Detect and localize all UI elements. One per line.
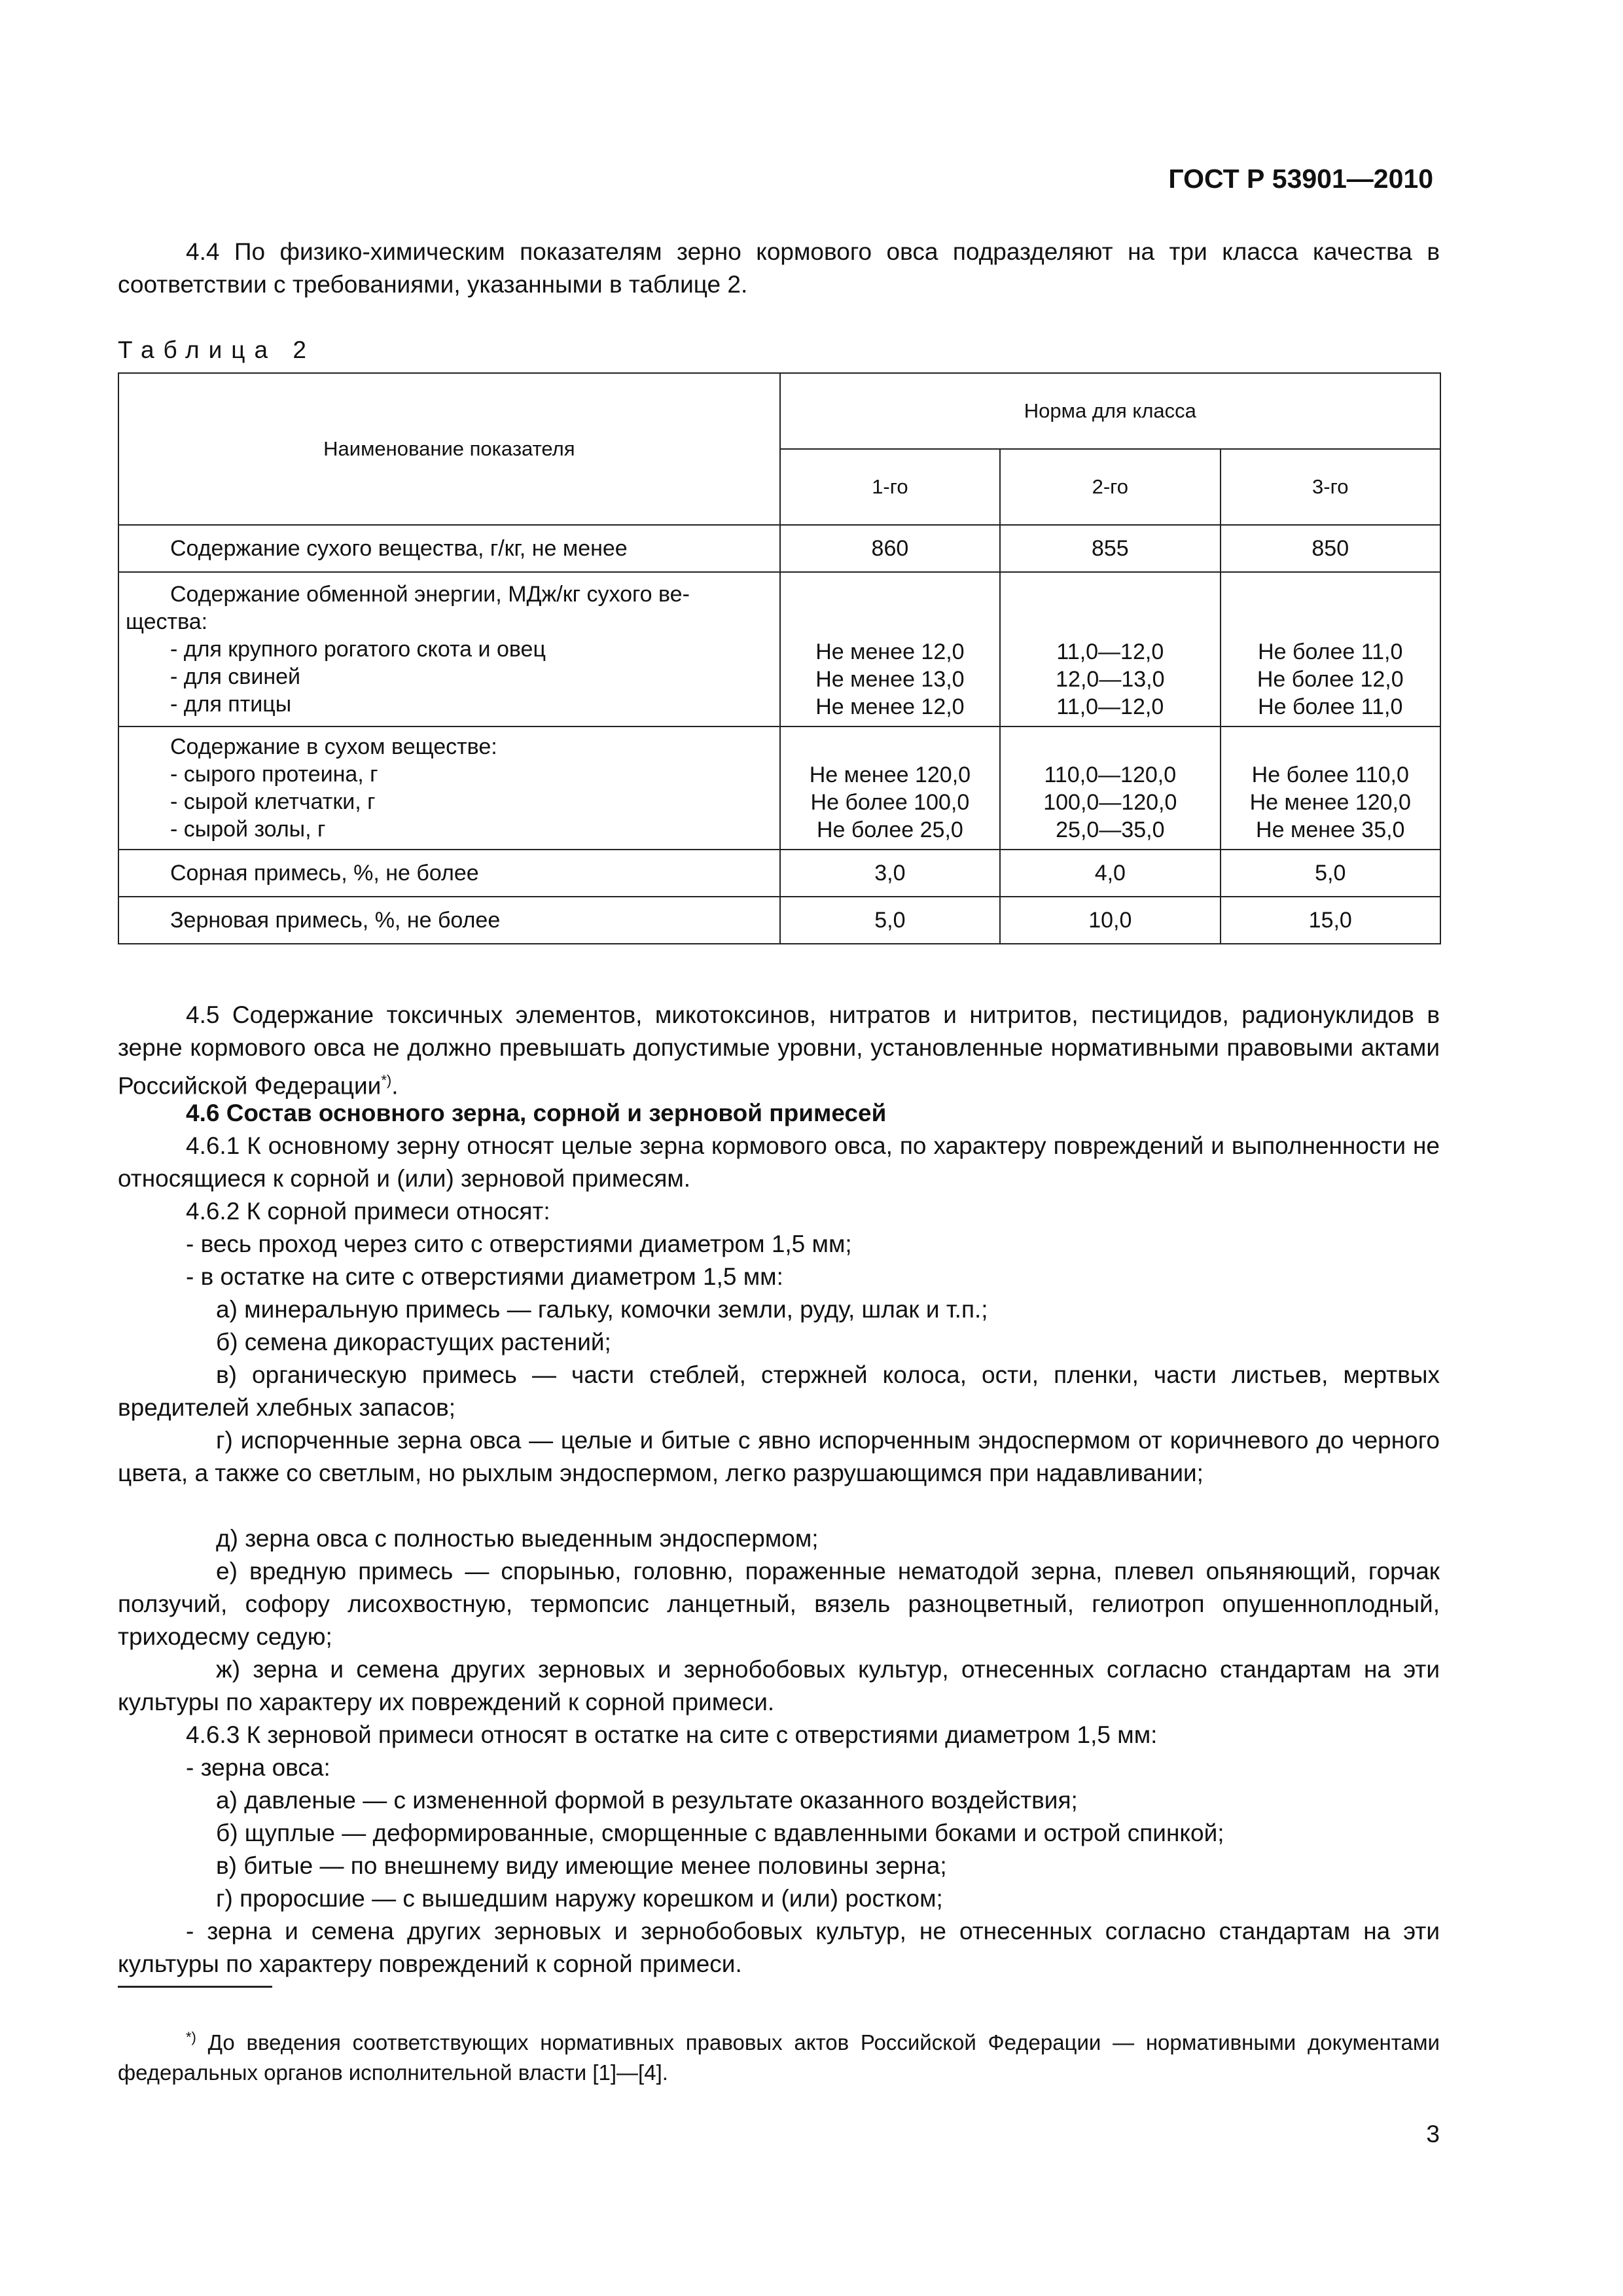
indicator-line: - для свиней — [170, 664, 301, 689]
paragraph-4-5-text: 4.5 Содержание токсичных элементов, микотоксинов, нитратов и нитритов, пестицидов, радионуклидов в зерне кормового овса не должно превышать допустимые уровни, установленные нормативными правовыми актами Российской Федерации — [118, 1001, 1440, 1100]
paragraph-4-5-end: . — [391, 1072, 399, 1100]
value: Не менее 120,0 — [809, 762, 971, 787]
table-row — [118, 572, 1440, 726]
value: 12,0—13,0 — [1056, 667, 1165, 692]
value: Не более 12,0 — [1257, 667, 1404, 692]
value: 850 — [1311, 536, 1349, 561]
list-item: д) зерна овса с полностью выеденным эндоспермом; — [216, 1525, 819, 1552]
value: Не более 11,0 — [1258, 639, 1403, 664]
list-item: а) давленые — с измененной формой в результате оказанного воздействия; — [216, 1787, 1078, 1814]
table-2 — [118, 372, 1441, 944]
class-1-value-cell — [780, 850, 1000, 897]
footnote-divider — [118, 1986, 272, 1988]
indicator-cell — [118, 897, 780, 944]
value: 100,0—120,0 — [1043, 790, 1177, 815]
paragraph-4-5 — [118, 999, 1440, 1102]
indicator-line: - для птицы — [170, 692, 292, 717]
value: Не более 25,0 — [816, 817, 963, 842]
table-row — [118, 525, 1440, 572]
header-class-2: 2-го — [1000, 449, 1220, 525]
class-3-value-cell — [1221, 525, 1440, 572]
list-item: ж) зерна и семена других зерновых и зернобобовых культур, отнесенных согласно стандартам на эти культуры по характеру их повреждений к сорной примеси. — [118, 1656, 1440, 1715]
indicator-line: Сорная примесь, %, не более — [170, 861, 479, 886]
page-number: 3 — [1426, 2121, 1440, 2147]
value: Не менее 120,0 — [1249, 790, 1411, 815]
indicator-line: Содержание в сухом веществе: — [170, 734, 497, 759]
class-2-value-cell — [1000, 850, 1220, 897]
value: Не менее 12,0 — [815, 694, 965, 719]
indicator-cell — [118, 525, 780, 572]
class-1-value-cell — [780, 525, 1000, 572]
class-1-value-cell — [780, 572, 1000, 726]
indicator-cell — [118, 726, 780, 850]
value: Не более 11,0 — [1258, 694, 1403, 719]
value: 4,0 — [1094, 861, 1126, 886]
value: 5,0 — [874, 908, 906, 933]
indicator-line: Зерновая примесь, %, не более — [170, 908, 501, 933]
list-item: б) семена дикорастущих растений; — [216, 1329, 611, 1355]
list-item: г) испорченные зерна овса — целые и битые с явно испорченным эндоспермом от коричневого до черного цвета, а также со светлым, но рыхлым эндоспермом, легко разрушающимся при надавливании; — [118, 1427, 1440, 1486]
class-3-value-cell — [1221, 572, 1440, 726]
class-2-value-cell — [1000, 726, 1220, 850]
value: 860 — [871, 536, 909, 561]
value: 11,0—12,0 — [1056, 639, 1164, 664]
value: 11,0—12,0 — [1056, 694, 1164, 719]
value: 15,0 — [1308, 908, 1352, 933]
value: Не более 100,0 — [810, 790, 970, 815]
class-2-value-cell — [1000, 897, 1220, 944]
list-item: - зерна и семена других зерновых и зернобобовых культур, не отнесенных согласно стандартам на эти культуры по характеру повреждений к сорной примеси. — [118, 1918, 1440, 1977]
indicator-cell — [118, 850, 780, 897]
class-3-value-cell — [1221, 850, 1440, 897]
document-id: ГОСТ Р 53901—2010 — [1168, 164, 1433, 194]
footnote-ref: *) — [381, 1072, 392, 1088]
footnote-mark: *) — [186, 2029, 196, 2045]
value: Не менее 12,0 — [815, 639, 965, 664]
list-item: - зерна овса: — [186, 1754, 330, 1781]
list-item: в) органическую примесь — части стеблей, стержней колоса, ости, пленки, части листьев, мертвых вредителей хлебных запасов; — [118, 1361, 1440, 1421]
header-class-1: 1-го — [780, 449, 1000, 525]
table-row — [118, 850, 1440, 897]
paragraph-4-6-3: 4.6.3 К зерновой примеси относят в остатке на сите с отверстиями диаметром 1,5 мм: — [186, 1721, 1158, 1748]
list-item: а) минеральную примесь — гальку, комочки земли, руду, шлак и т.п.; — [216, 1296, 988, 1323]
section-heading-4-6: 4.6 Состав основного зерна, сорной и зерновой примесей — [186, 1100, 887, 1126]
class-2-value-cell — [1000, 525, 1220, 572]
class-1-value-cell — [780, 726, 1000, 850]
footnote — [118, 2022, 1440, 2088]
table-caption: Таблица 2 — [118, 336, 315, 363]
value: 3,0 — [874, 861, 906, 886]
list-item: - в остатке на сите с отверстиями диаметром 1,5 мм: — [186, 1263, 783, 1290]
indicator-line: - сырой клетчатки, г — [170, 789, 376, 814]
header-class-3: 3-го — [1221, 449, 1440, 525]
header-indicator-name: Наименование показателя — [118, 373, 780, 525]
indicator-cell — [118, 572, 780, 726]
class-3-value-cell — [1221, 726, 1440, 850]
value: 25,0—35,0 — [1056, 817, 1165, 842]
indicator-line: - сырого протеина, г — [170, 762, 378, 787]
table-row — [118, 897, 1440, 944]
class-1-value-cell — [780, 897, 1000, 944]
indicator-line: - для крупного рогатого скота и овец — [170, 637, 546, 662]
indicator-line: щества: — [126, 609, 208, 634]
indicator-line: - сырой золы, г — [170, 817, 326, 842]
class-2-value-cell — [1000, 572, 1220, 726]
list-item: г) проросшие — с вышедшим наружу корешком и (или) ростком; — [216, 1885, 943, 1912]
value: 110,0—120,0 — [1044, 762, 1177, 787]
class-3-value-cell — [1221, 897, 1440, 944]
value: Не менее 13,0 — [815, 667, 965, 692]
value: 5,0 — [1315, 861, 1346, 886]
list-item: б) щуплые — деформированные, сморщенные с вдавленными боками и острой спинкой; — [216, 1820, 1224, 1846]
value: Не менее 35,0 — [1256, 817, 1405, 842]
indicator-line: Содержание сухого вещества, г/кг, не менее — [170, 536, 628, 561]
footnote-text: До введения соответствующих нормативных правовых актов Российской Федерации — нормативными документами федеральных органов исполнительной власти [1]—[4]. — [118, 2030, 1440, 2085]
list-item: в) битые — по внешнему виду имеющие менее половины зерна; — [216, 1852, 947, 1879]
list-item: - весь проход через сито с отверстиями диаметром 1,5 мм; — [186, 1230, 852, 1257]
list-item: е) вредную примесь — спорынью, головню, пораженные нематодой зерна, плевел опьяняющий, горчак ползучий, софору лисохвостную, термопсис ланцетный, вязель разноцветный, гелиотроп опушенноплодный, триходесму седую; — [118, 1558, 1440, 1650]
paragraph-4-4: 4.4 По физико-химическим показателям зерно кормового овса подразделяют на три класса качества в соответствии с требованиями, указанными в таблице 2. — [118, 238, 1440, 298]
indicator-line: Содержание обменной энергии, МДж/кг сухого ве- — [170, 582, 690, 607]
value: 855 — [1091, 536, 1129, 561]
table-row — [118, 726, 1440, 850]
value: 10,0 — [1088, 908, 1132, 933]
paragraph-4-6-2: 4.6.2 К сорной примеси относят: — [186, 1198, 550, 1225]
paragraph-4-6-1: 4.6.1 К основному зерну относят целые зерна кормового овса, по характеру повреждений и выполненности не относящиеся к сорной и (или) зерновой примесям. — [118, 1132, 1440, 1192]
header-norm-for-class: Норма для класса — [780, 373, 1440, 449]
value: Не более 110,0 — [1251, 762, 1409, 787]
